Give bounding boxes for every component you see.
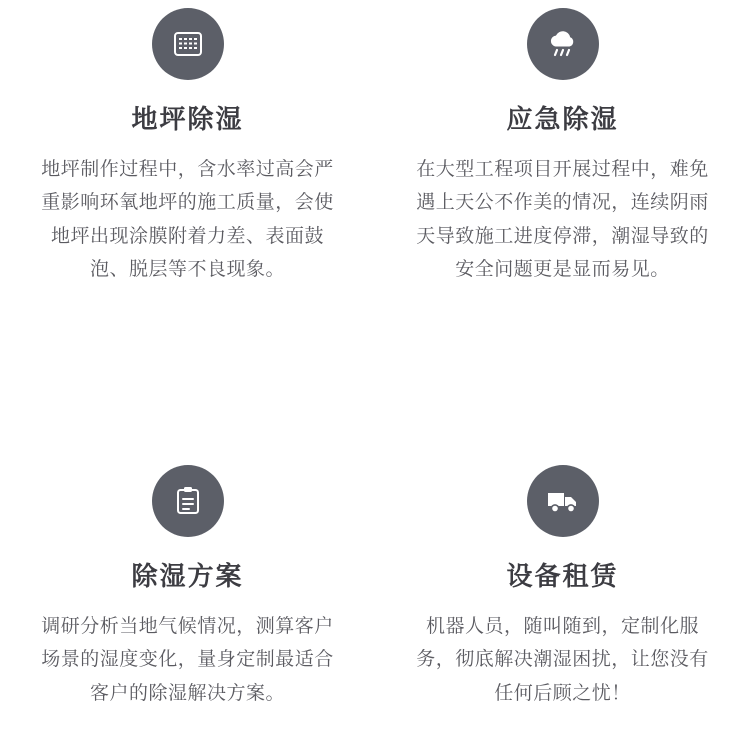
feature-card-dehumidify-plan (0, 375, 375, 750)
card-body: 地坪制作过程中，含水率过高会严重影响环氧地坪的施工质量，会使地坪出现涂膜附着力差、表面鼓泡、脱层等不良现象。 (41, 159, 334, 280)
delivery-truck-icon (527, 465, 599, 537)
dehumidifier-grille-icon (152, 8, 224, 80)
rain-cloud-icon (527, 8, 599, 80)
feature-card-emergency-dehumidify (375, 0, 750, 375)
card-title: 地坪除湿 (131, 104, 244, 134)
card-body: 在大型工程项目开展过程中，难免遇上天公不作美的情况，连续阴雨天导致施工进度停滞，潮湿导致的安全问题更是显而易见。 (416, 159, 709, 280)
card-title: 除湿方案 (131, 561, 244, 591)
feature-card-dehumidify-floor (0, 0, 375, 375)
card-body: 机器人员，随叫随到，定制化服务，彻底解决潮湿困扰，让您没有任何后顾之忧！ (416, 616, 709, 704)
clipboard-checklist-icon (152, 465, 224, 537)
feature-card-equipment-rental (375, 375, 750, 750)
card-body: 调研分析当地气候情况，测算客户场景的湿度变化，量身定制最适合客户的除湿解决方案。 (41, 616, 334, 704)
card-title: 应急除湿 (506, 104, 619, 134)
card-title: 设备租赁 (506, 561, 619, 591)
